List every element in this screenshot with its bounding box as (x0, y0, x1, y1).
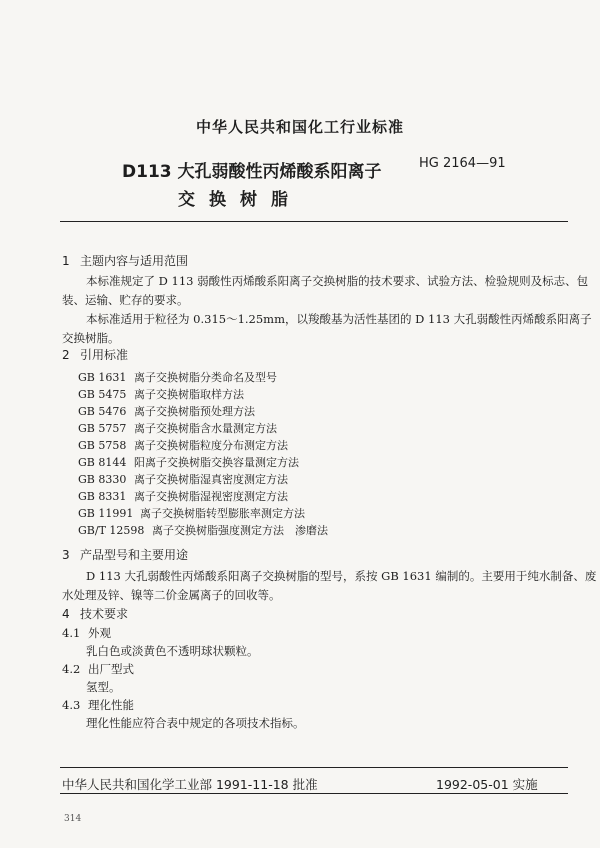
reference-item: GB 5757 离子交换树脂含水量测定方法 (78, 422, 277, 435)
section-3-heading (62, 546, 188, 563)
section-title: 技术要求 (80, 607, 129, 621)
reference-item: GB/T 12598 离子交换树脂强度测定方法 渗磨法 (78, 524, 328, 537)
section-2-heading (62, 346, 128, 363)
section-title: 主题内容与适用范围 (80, 254, 189, 268)
header-rule (60, 221, 568, 222)
reference-item: GB 5475 离子交换树脂取样方法 (78, 388, 244, 401)
standard-code: HG 2164—91 (419, 156, 506, 171)
approval-info: 中华人民共和国化学工业部 1991-11-18 批准 (62, 777, 318, 792)
reference-item: GB 8331 离子交换树脂湿视密度测定方法 (78, 490, 288, 503)
implementation-date: 1992-05-01 实施 (436, 777, 538, 792)
section-4-heading (62, 605, 128, 622)
footer-rule-top (60, 767, 568, 768)
section-title: 产品型号和主要用途 (80, 548, 189, 562)
subsection-4-3-text: 理化性能应符合表中规定的各项技术指标。 (86, 716, 305, 730)
subsection-4-2-text: 氢型。 (86, 680, 121, 694)
section-number: 3 (62, 548, 70, 562)
section-1-heading (62, 252, 188, 269)
section-number: 2 (62, 348, 70, 362)
subsection-4-3: 4.3 理化性能 (62, 698, 134, 712)
reference-item: GB 1631 离子交换树脂分类命名及型号 (78, 371, 277, 384)
reference-item: GB 5476 离子交换树脂预处理方法 (78, 405, 255, 418)
subsection-4-1-text: 乳白色或淡黄色不透明球状颗粒。 (86, 644, 259, 658)
reference-item: GB 8330 离子交换树脂湿真密度测定方法 (78, 473, 288, 486)
section-number: 4 (62, 607, 70, 621)
page-number: 314 (64, 814, 82, 824)
reference-item: GB 8144 阳离子交换树脂交换容量测定方法 (78, 456, 299, 469)
s1-para2-line2: 交换树脂。 (62, 331, 120, 345)
reference-item: GB 11991 离子交换树脂转型膨胀率测定方法 (78, 507, 305, 520)
s1-para1-line1: 本标准规定了 D 113 弱酸性丙烯酸系阳离子交换树脂的技术要求、试验方法、检验规则及标志、包 (86, 274, 589, 288)
s3-para-line1: D 113 大孔弱酸性丙烯酸系阳离子交换树脂的型号，系按 GB 1631 编制的。主要用于纯水制备、废 (86, 569, 597, 583)
s1-para1-line2: 装、运输、贮存的要求。 (62, 293, 189, 307)
footer-rule-bottom (60, 793, 568, 794)
doc-title-line1: D113 大孔弱酸性丙烯酸系阳离子 (122, 162, 382, 182)
subsection-4-2: 4.2 出厂型式 (62, 662, 134, 676)
s3-para-line2: 水处理及锌、镍等二价金属离子的回收等。 (62, 588, 281, 602)
section-number: 1 (62, 254, 70, 268)
section-title: 引用标准 (80, 348, 129, 362)
subsection-4-1: 4.1 外观 (62, 626, 111, 640)
standard-org: 中华人民共和国化工行业标准 (195, 118, 404, 136)
reference-item: GB 5758 离子交换树脂粒度分布测定方法 (78, 439, 288, 452)
doc-title-line2: 交换树脂 (178, 190, 302, 210)
s1-para2-line1: 本标准适用于粒径为 0.315～1.25mm，以羧酸基为活性基团的 D 113 大孔弱酸性丙烯酸系阳离子 (86, 312, 592, 326)
